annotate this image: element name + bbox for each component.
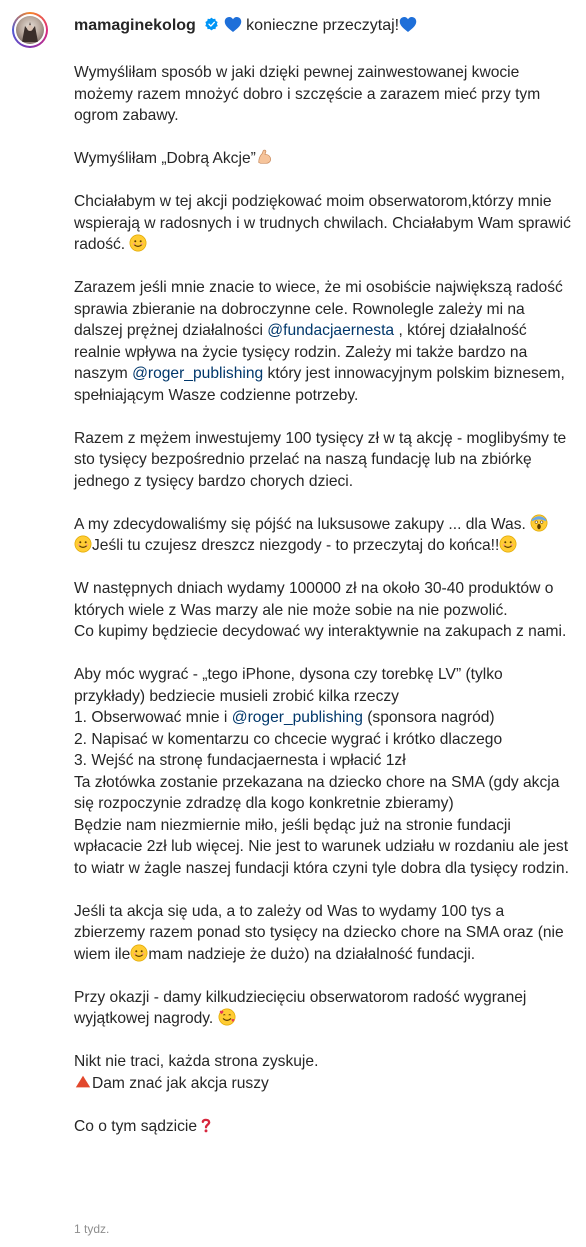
caption-text: który jest innowacyjnym polskim biznesem, spełniającym Wasze codzienne potrzeby. xyxy=(74,365,565,404)
verified-badge-icon xyxy=(204,16,219,40)
caption-paragraph xyxy=(74,514,574,557)
avatar-ring xyxy=(14,14,46,46)
caption-text: Wymyśliłam sposób w jaki dzięki pewnej zainwestowanej kwocie możemy razem mnożyć dobro i szczęście a zarazem mieć przy tym ogrom zabawy. xyxy=(74,64,541,124)
step-2: 2. Napisać w komentarzu co chcecie wygrać i krótko dlaczego xyxy=(74,730,503,748)
caption-text: Co kupimy będziecie decydować wy interaktywnie na zakupach z nami. xyxy=(74,623,567,640)
red-triangle-icon xyxy=(74,1073,92,1091)
smiling-face-emoji-icon xyxy=(499,535,517,553)
step-3: 3. Wejść na stronę fundacjaernesta i wpłacić 1zł xyxy=(74,752,406,769)
blue-heart-icon xyxy=(224,16,242,41)
smiling-face-emoji-icon xyxy=(74,535,92,553)
blue-heart-icon xyxy=(399,16,417,41)
caption-text: 1. Obserwować mnie i xyxy=(74,709,232,726)
mention-link-roger-publishing[interactable]: @roger_publishing xyxy=(231,709,363,726)
username-link[interactable]: mamaginekolog xyxy=(74,17,196,34)
caption-text: Jeśli ta akcja się uda, a to zależy od Was to wydamy 100 tys a zbierzemy razem ponad sto tysięcy na dziecko chore na SMA oraz (nie wiem ile xyxy=(74,902,564,963)
caption-paragraph xyxy=(74,1116,574,1138)
caption-paragraph xyxy=(74,1051,574,1094)
caption-text: Dam znać jak akcja ruszy xyxy=(92,1074,269,1092)
caption-paragraph xyxy=(74,901,574,966)
caption-paragraph xyxy=(74,428,574,493)
smiling-face-emoji-icon xyxy=(129,234,147,252)
caption-text: Zarazem jeśli mnie znacie to wiece, że mi osobiście największą radość sprawia zbieranie na dobroczynne cele. Rownolegle zależy mi na dalszej prężnej działalności xyxy=(74,279,563,339)
headline-text: konieczne przeczytaj! xyxy=(241,17,400,34)
caption-paragraph xyxy=(74,578,574,643)
caption-paragraph xyxy=(74,62,574,127)
flexed-biceps-emoji-icon xyxy=(256,148,274,166)
caption-text: Aby móc wygrać - „tego iPhone, dysona czy torebkę LV” (tylko przykłady) bedziecie musieli zrobić kilka rzeczy xyxy=(74,666,503,705)
post-caption xyxy=(74,62,574,1159)
caption-line xyxy=(74,535,574,557)
mention-link-roger-publishing[interactable]: @roger_publishing xyxy=(132,365,264,382)
caption-text: W następnych dniach wydamy 100000 zł na około 30-40 produktów o których wiele z Was marzy ale nie może sobie na nie pozwolić. xyxy=(74,580,554,619)
caption-text: Razem z mężem inwestujemy 100 tysięcy zł w tą akcję - moglibyśmy te sto tysięcy bezpośrednio przelać na naszą fundację lub na zbiórkę jednego z tysięcy bardzo chorych dzieci. xyxy=(74,429,567,490)
caption-text: , której działalność realnie wpływa na życie tysięcy rodzin. Zależy mi także bardzo na naszym xyxy=(74,322,528,382)
avatar-image xyxy=(16,16,44,44)
smiling-face-emoji-icon xyxy=(130,944,148,962)
caption-text: Nikt nie traci, każda strona zyskuje. xyxy=(74,1053,319,1070)
caption-text: Co o tym sądzicie xyxy=(74,1117,198,1135)
post-header xyxy=(74,14,417,41)
mention-link-fundacjaernesta[interactable]: @fundacjaernesta xyxy=(267,322,395,339)
caption-paragraph xyxy=(74,664,574,879)
caption-text: (sponsora nagród) xyxy=(362,709,495,726)
caption-text: Przy okazji - damy kilkudziecięciu obserwatorom radość wygranej wyjątkowej nagrody. xyxy=(74,988,527,1027)
caption-paragraph xyxy=(74,148,574,170)
caption-text: Chciałabym w tej akcji podziękować moim obserwatorom,którzy mnie wspierają w radosnych i w trudnych chwilach. Chciałabym Wam sprawić radość. xyxy=(74,193,571,253)
caption-text: Będzie nam niezmiernie miło, jeśli będąc już na stronie fundacji wpłacacie 2zł lub więcej. Nie jest to warunek udziału w rozdaniu ale jest to wiatr w żagle naszej fundacji która czyni tyle dobra dla tysięcy rodzin. xyxy=(74,816,569,877)
caption-text: Wymyśliłam „Dobrą Akcje” xyxy=(74,150,256,167)
red-question-mark-icon xyxy=(197,1116,215,1134)
step-1 xyxy=(74,707,574,729)
post-timestamp[interactable]: 1 tydz. xyxy=(74,1222,110,1236)
caption-line xyxy=(74,1073,574,1095)
caption-text: A my zdecydowaliśmy się pójść na luksusowe zakupy ... dla Was. xyxy=(74,515,526,533)
screaming-face-emoji-icon xyxy=(530,514,548,532)
avatar[interactable] xyxy=(12,12,48,48)
caption-text: Jeśli tu czujesz dreszcz niezgody - to przeczytaj do końca!! xyxy=(92,537,500,554)
caption-paragraph xyxy=(74,191,574,256)
smiling-face-with-hearts-emoji-icon xyxy=(218,1008,236,1026)
caption-paragraph xyxy=(74,277,574,406)
caption-text: Ta złotówka zostanie przekazana na dziecko chore na SMA (gdy akcja się rozpoczynie zdradzę dla kogo konkretnie zbieramy) xyxy=(74,773,560,812)
caption-paragraph xyxy=(74,987,574,1030)
caption-text: mam nadzieje że dużo) na działalność fundacji. xyxy=(148,945,476,963)
